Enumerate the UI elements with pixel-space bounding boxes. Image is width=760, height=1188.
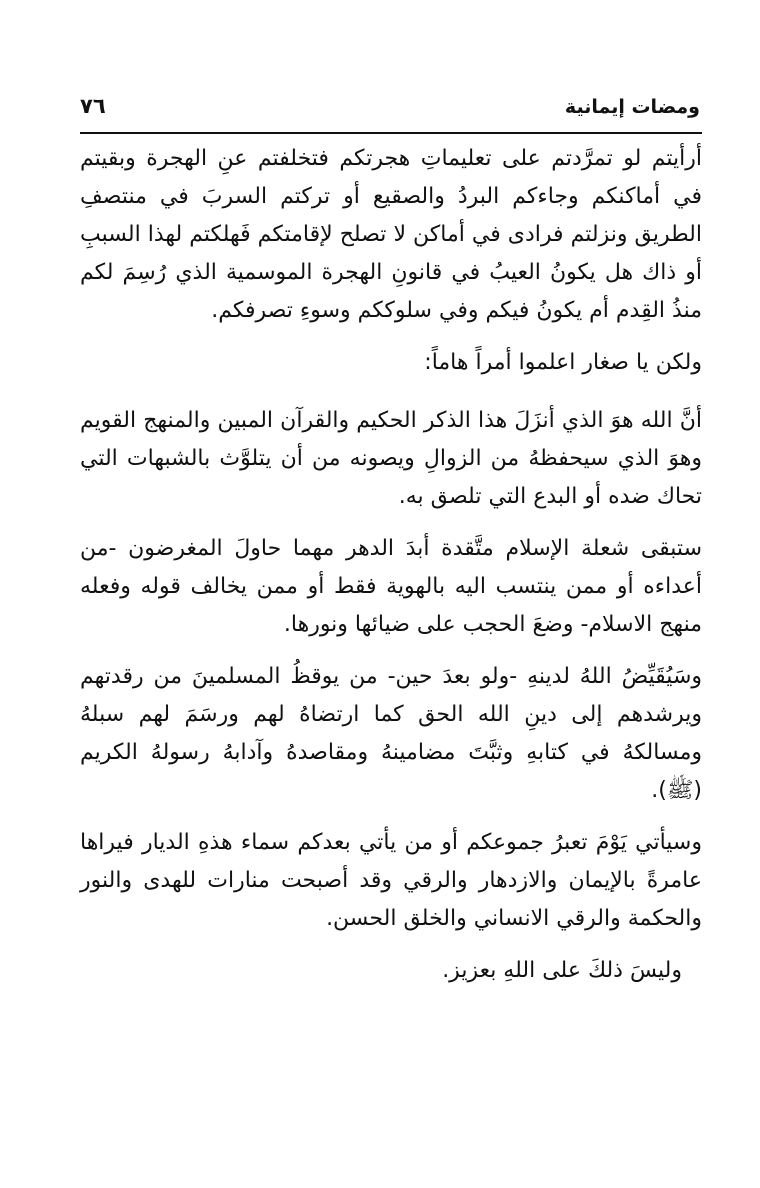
page-header <box>80 92 700 124</box>
paragraph-5: وسَيُقَيِّضُ اللهُ لدينهِ -ولو بعدَ حين- من يوقظُ المسلمينَ من رقدتهم ويرشدهم إلى دينِ الله الحق كما ارتضاهُ لهم ورسَمَ لهم سبلهُ ومسالكهُ في كتابهِ وثبَّتَ مضامينهُ ومقاصدهُ وآدابهُ رسولهُ الكريم (ﷺ). <box>80 664 702 803</box>
paragraph-3: أنَّ الله هوَ الذي أنزَلَ هذا الذكر الحكيم والقرآن المبين والمنهج القويم وهوَ الذي سيحفظهُ من الزوالِ ويصونه من أن يتلوَّث بالشبهات التي تحاك ضده أو البدع التي تلصق به. <box>80 408 702 509</box>
paragraph-4: ستبقى شعلة الإسلام متَّقدة أبدَ الدهر مهما حاولَ المغرضون -من أعداءه أو ممن ينتسب اليه بالهوية فقط أو ممن يخالف قوله وفعله منهج الاسلام- وضعَ الحجب على ضيائها ونورها. <box>80 536 702 637</box>
paragraph-6: وسيأتي يَوْمَ تعبرُ جموعكم أو من يأتي بعدكم سماء هذهِ الديار فيراها عامرةً بالإيمان والازدهار والرقي وقد أصبحت منارات للهدى والنور والحكمة والرقي الانساني والخلق الحسن. <box>80 830 702 931</box>
paragraph-2: ولكن يا صغار اعلموا أمراً هاماً: <box>424 350 702 375</box>
running-header-title: ومضات إيمانية <box>564 96 700 118</box>
paragraph-7: وليسَ ذلكَ على اللهِ بعزيز. <box>442 958 682 983</box>
page-body <box>80 140 702 1004</box>
paragraph-1: أرأيتم لو تمرَّدتم على تعليماتِ هجرتكم فتخلفتم عنِ الهجرة وبقيتم في أماكنكم وجاءكم البردُ والصقيع أو تركتم السربَ في منتصفِ الطريق ونزلتم فرادى في أماكن لا تصلح لإقامتكم فَهلكتم لهذا السببِ أو ذاك هل يكونُ العيبُ في قانونِ الهجرة الموسمية الذي رُسِمَ لكم منذُ القِدم أم يكونُ فيكم وفي سلوككم وسوءِ تصرفكم. <box>80 146 702 323</box>
header-rule <box>80 132 702 134</box>
page-number: ٧٦ <box>80 94 106 118</box>
